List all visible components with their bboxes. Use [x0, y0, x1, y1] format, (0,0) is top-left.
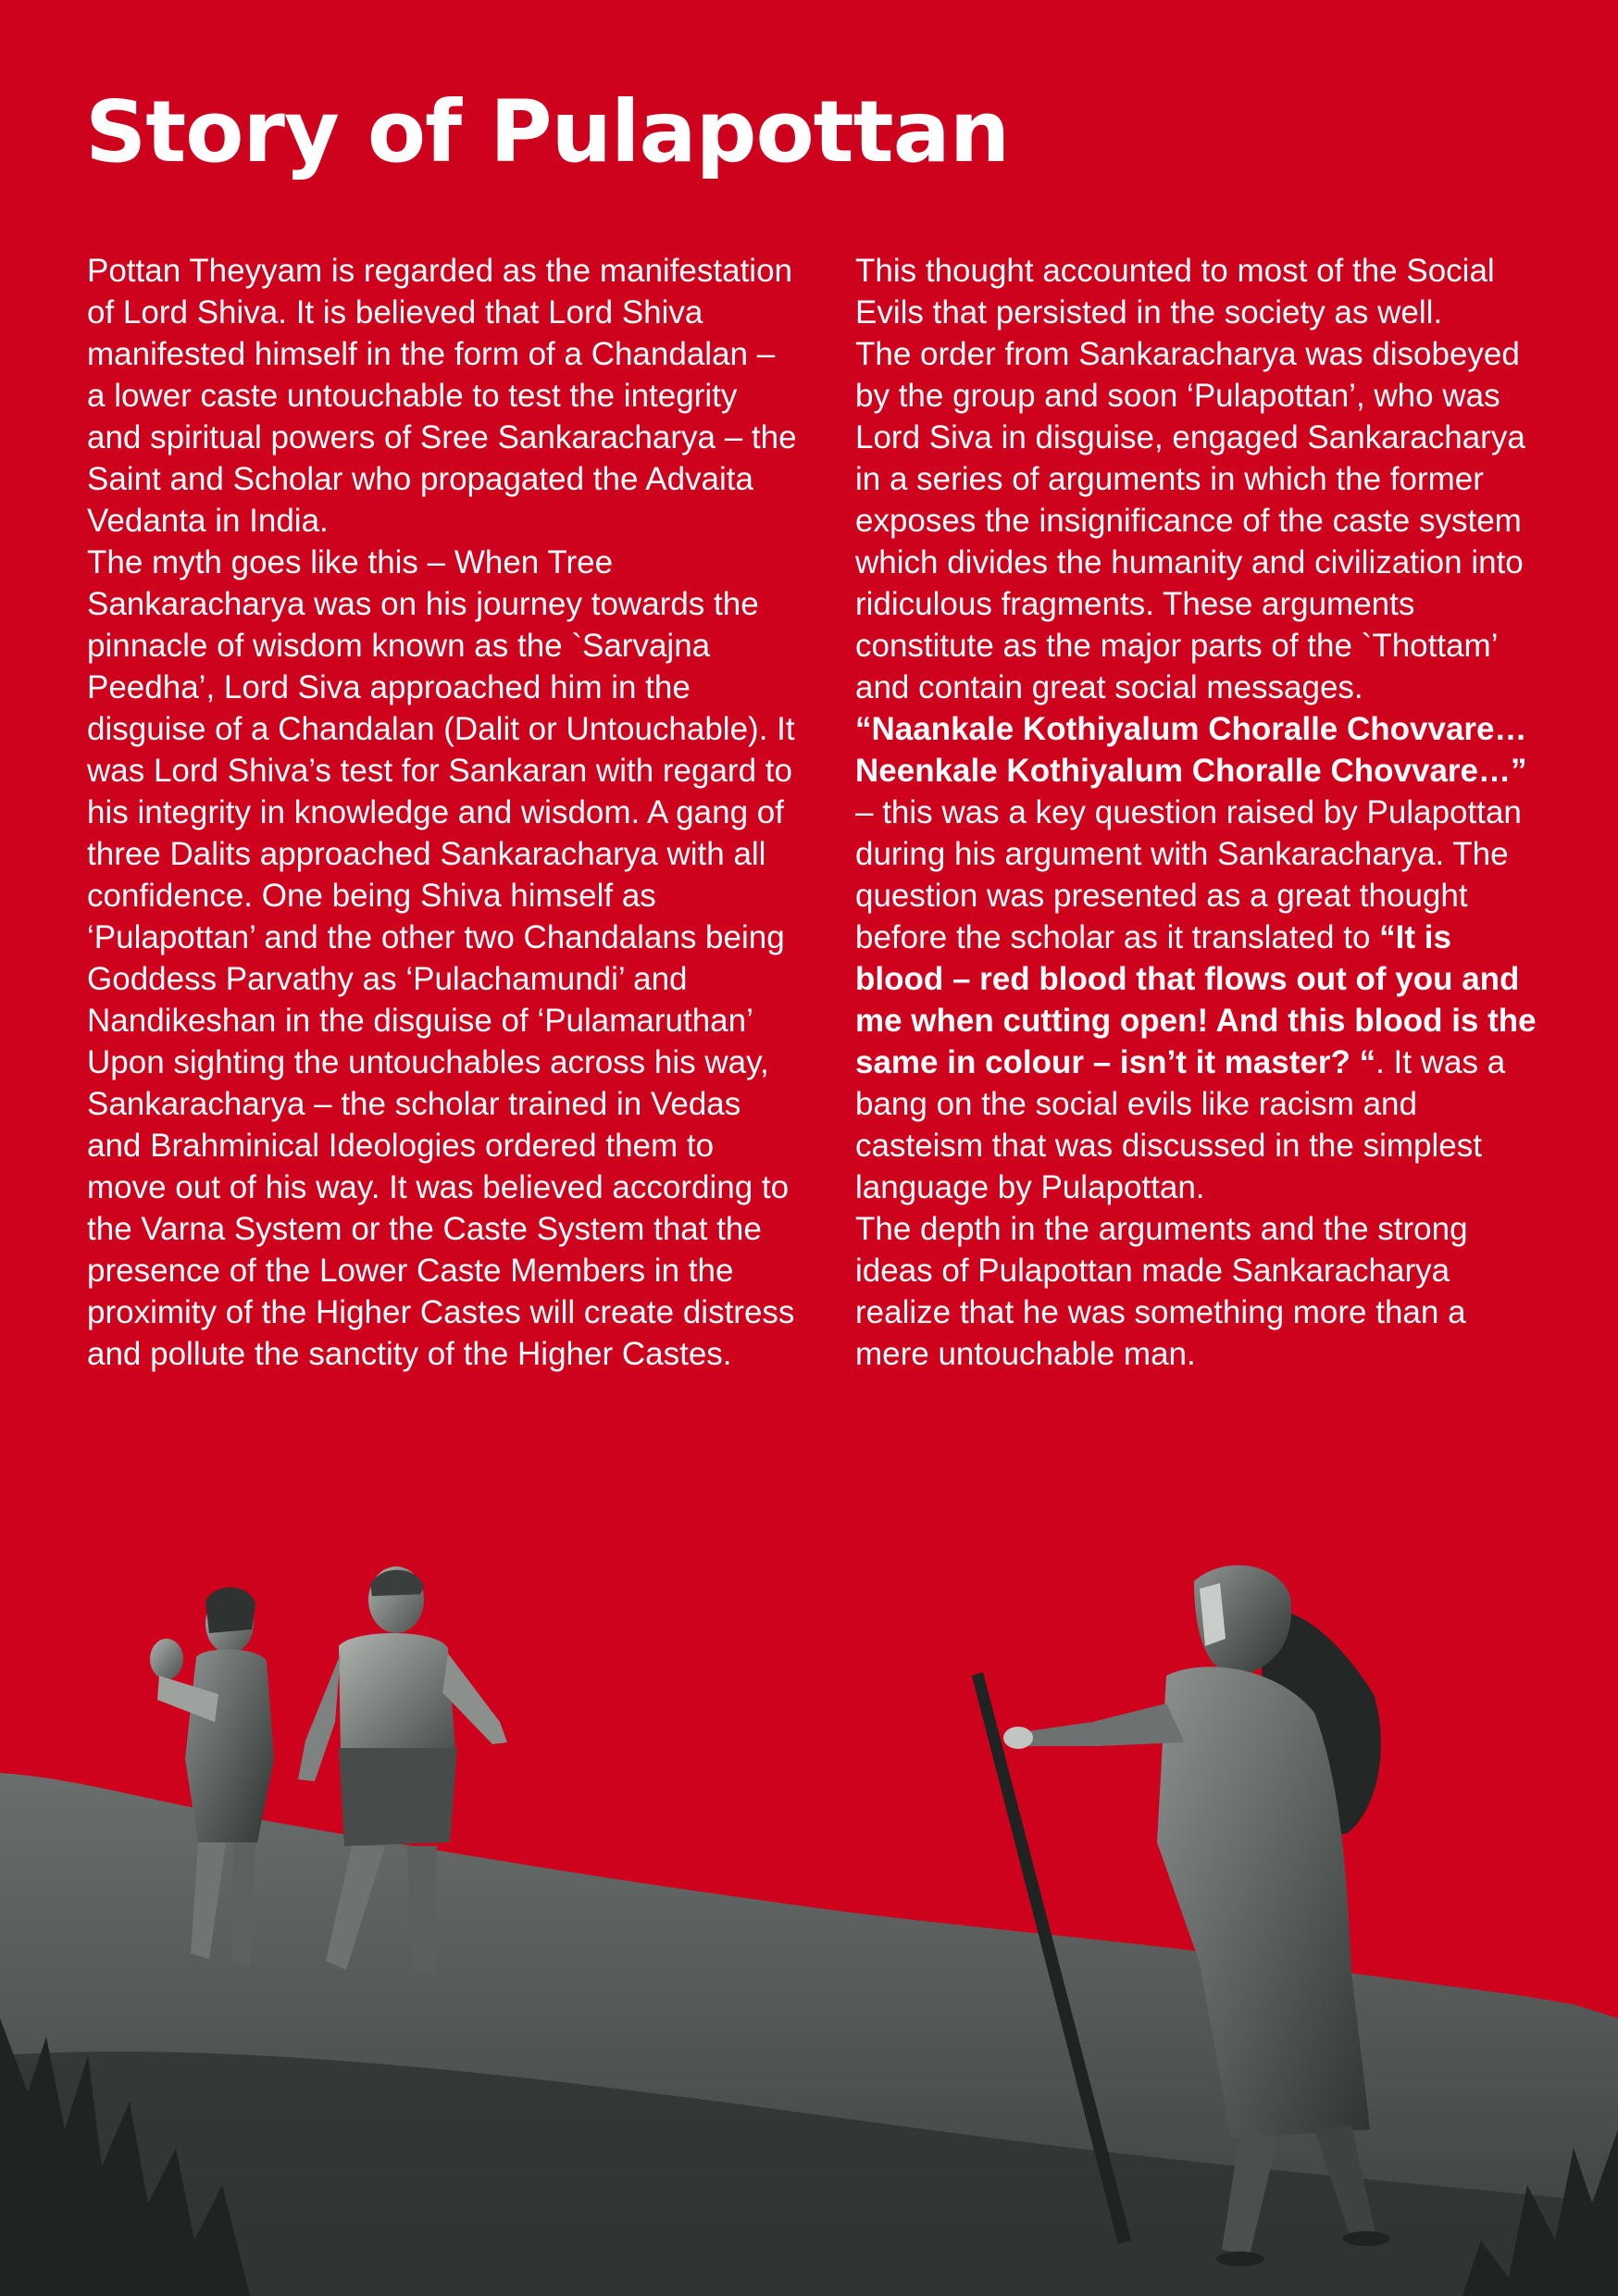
- paragraph: This thought accounted to most of the Social Evils that persisted in the society as well.: [855, 253, 1495, 331]
- paragraph-text: . It was a bang on the social evils like racism and casteism that was discussed in the simplest language by Pulapottan.: [855, 1044, 1506, 1205]
- paragraph: The myth goes like this – When Tree Sankaracharya was on his journey towards the pinnacle of wisdom known as the `Sarvajna Peedha’, Lord Siva approached him in the disguise of a Chandalan (Dalit or Untouchable). It was Lord Shiva’s test for Sankaran with regard to his integrity in knowledge and wisdom. A gang of three Dalits approached Sankaracharya with all confidence. One being Shiva himself as ‘Pulapottan’ and the other two Chandalans being Goddess Parvathy as ‘Pulachamundi’ and Nandikeshan in the disguise of ‘Pulamaruthan’ Upon sighting the untouchables across his way, Sankaracharya – the scholar trained in Vedas and Brahminical Ideologies ordered them to move out of his way. It was believed according to the Varna System or the Caste System that the presence of the Lower Caste Members in the proximity of the Higher Castes will create distress and pollute the sanctity of the Higher Castes.: [87, 544, 795, 1372]
- left-column: [87, 250, 800, 1375]
- paragraph-with-quote: [855, 708, 1540, 1208]
- page-title: Story of Pulapottan: [85, 82, 1010, 181]
- right-column: [855, 250, 1540, 1375]
- paragraph: The depth in the arguments and the strong ideas of Pulapottan made Sankaracharya realize that he was something more than a mere untouchable man.: [855, 1211, 1468, 1372]
- paragraph: The order from Sankaracharya was disobeyed by the group and soon ‘Pulapottan’, who was Lord Siva in disguise, engaged Sankaracharya in a series of arguments in which the former exposes the insignificance of the caste system which divides the humanity and civilization into ridiculous fragments. These arguments constitute as the major parts of the `Thottam’ and contain great social messages.: [855, 336, 1525, 705]
- quote-malayalam: “Naankale Kothiyalum Choralle Chovvare…Neenkale Kothiyalum Choralle Chovvare…”: [855, 711, 1527, 789]
- story-illustration: [0, 1537, 1618, 2296]
- paragraph-text: – this was a key question raised by Pulapottan during his argument with Sankaracharya. The question was presented as a great thought before the scholar as it translated to: [855, 794, 1522, 955]
- quote-translation: “It is blood – red blood that flows out of you and me when cutting open! And this blood is the same in colour – isn’t it master? “: [855, 919, 1537, 1080]
- paragraph: Pottan Theyyam is regarded as the manifestation of Lord Shiva. It is believed that Lord Shiva manifested himself in the form of a Chandalan – a lower caste untouchable to test the integrity and spiritual powers of Sree Sankaracharya – the Saint and Scholar who propagated the Advaita Vedanta in India.: [87, 253, 797, 539]
